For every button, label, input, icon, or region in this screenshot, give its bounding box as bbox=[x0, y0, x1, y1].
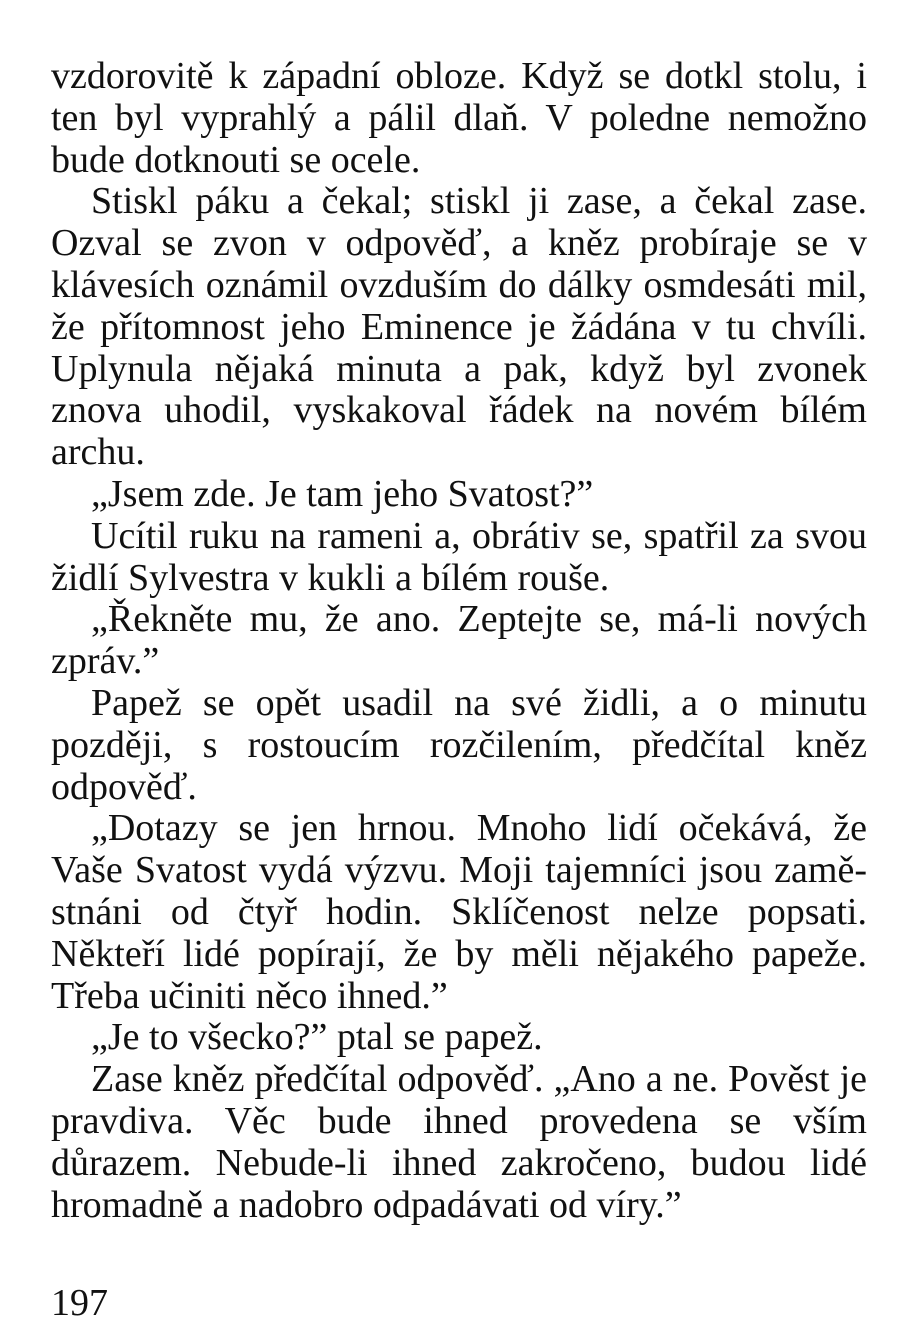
paragraph-9: Zase kněz předčítal odpověď. „Ano a ne. Pověst je pravdiva. Věc bude ihned provedena se vším důrazem. Nebude-li ihned zakročeno, budou lidé hromadně a nadobro odpadávati od víry.” bbox=[51, 1058, 867, 1226]
paragraph-4: Ucítil ruku na rameni a, obrátiv se, spatřil za svou židlí Sylvestra v kukli a bílém rouše. bbox=[51, 514, 867, 599]
page-number: 197 bbox=[51, 1282, 108, 1324]
paragraph-2: Stiskl páku a čekal; stiskl ji zase, a čekal zase. Ozval se zvon v odpověď, a kněz probíraje se v klávesích oznámil ovzduším do dálky osmdesáti mil, že přítomnost jeho Eminence je žádána v tu chvíli. Uplynula nějaká minuta a pak, když byl zvonek znova uhodil, vyskakoval řádek na novém bílém archu. bbox=[51, 180, 867, 474]
paragraph-8: „Je to všecko?” ptal se papež. bbox=[91, 1016, 543, 1059]
paragraph-6: Papež se opět usadil na své židli, a o minutu později, s rostoucím rozčilením, předčítal kněz odpověď. bbox=[51, 681, 867, 808]
paragraph-7: „Dotazy se jen hrnou. Mnoho lidí očekává, že Vaše Svatost vydá výzvu. Moji tajemníci jsou zaměstnáni od čtyř hodin. Sklíčenost nelze popsati. Někteří lidé popírají, že by měli nějakého papeže. Třeba učiniti něco ihned.” bbox=[51, 807, 867, 1017]
paragraph-1: vzdorovitě k západní obloze. Když se dotkl stolu, i ten byl vyprahlý a pálil dlaň. V poledne nemožno bude dotknouti se ocele. bbox=[51, 55, 867, 181]
paragraph-3: „Jsem zde. Je tam jeho Svatost?” bbox=[91, 472, 594, 515]
page-text bbox=[51, 56, 867, 1226]
paragraph-5: „Řekněte mu, že ano. Zeptejte se, má-li nových zpráv.” bbox=[51, 598, 867, 683]
